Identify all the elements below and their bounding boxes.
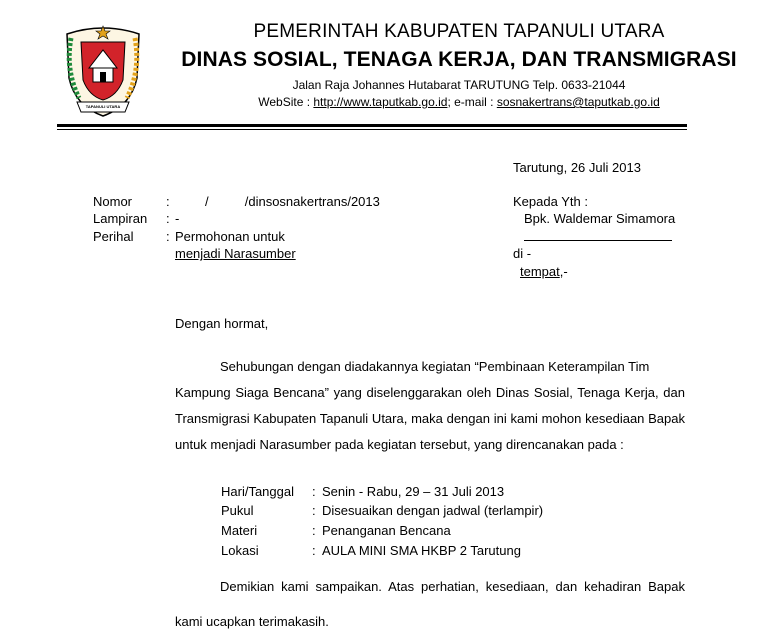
lampiran-label: Lampiran	[93, 211, 148, 226]
paragraph-line: Transmigrasi Kabupaten Tapanuli Utara, maka dengan ini kami mohon kesediaan Bapak	[175, 411, 685, 426]
recipient-place-word: tempat	[520, 264, 560, 279]
paragraph-line: Kampung Siaga Bencana” yang diselenggarakan oleh Dinas Sosial, Tenaga Kerja, dan	[175, 385, 685, 400]
event-label-time: Pukul	[221, 503, 254, 518]
event-colon: :	[312, 523, 316, 538]
perihal-value-line1: Permohonan untuk	[175, 229, 285, 244]
paragraph-line: untuk menjadi Narasumber pada kegiatan tersebut, yang direncanakan pada :	[175, 437, 624, 452]
event-value-topic: Penanganan Bencana	[322, 523, 451, 538]
event-label-location: Lokasi	[221, 543, 259, 558]
header-rule-thin	[57, 129, 687, 130]
recipient-blank-line	[524, 240, 672, 241]
recipient-greeting: Kepada Yth :	[513, 194, 588, 209]
event-colon: :	[312, 484, 316, 499]
event-colon: :	[312, 503, 316, 518]
header-rule-thick	[57, 124, 687, 127]
event-value-date: Senin - Rabu, 29 – 31 Juli 2013	[322, 484, 505, 499]
nomor-colon: :	[166, 194, 170, 209]
recipient-name: Bpk. Waldemar Simamora	[524, 211, 676, 226]
lampiran-value: -	[175, 211, 180, 226]
event-colon: :	[312, 543, 316, 558]
contact-line	[150, 94, 768, 110]
recipient-place-suffix: ,-	[559, 264, 568, 279]
event-value-time: Disesuaikan dengan jadwal (terlampir)	[322, 503, 544, 518]
regency-emblem-logo	[57, 20, 149, 120]
event-label-date: Hari/Tanggal	[221, 484, 294, 499]
department-name: DINAS SOSIAL, TENAGA KERJA, DAN TRANSMIGRASI	[181, 48, 737, 71]
nomor-value: / /dinsosnakertrans/2013	[205, 194, 380, 209]
paragraph-line: Sehubungan dengan diadakannya kegiatan “Pembinaan Keterampilan Tim	[220, 359, 650, 374]
event-label-topic: Materi	[221, 523, 258, 538]
closing-line: kami ucapkan terimakasih.	[175, 614, 329, 629]
government-name: PEMERINTAH KABUPATEN TAPANULI UTARA	[253, 21, 665, 42]
nomor-label: Nomor	[93, 194, 133, 209]
perihal-colon: :	[166, 229, 170, 244]
recipient-place	[520, 263, 568, 280]
email-link[interactable]: sosnakertrans@taputkab.go.id	[496, 95, 660, 109]
perihal-value-line2: menjadi Narasumber	[175, 246, 296, 261]
recipient-di: di -	[513, 246, 532, 261]
closing-line: Demikian kami sampaikan. Atas perhatian, kesediaan, dan kehadiran Bapak	[220, 579, 685, 594]
logo-caption: TAPANULI UTARA	[85, 104, 121, 109]
lampiran-colon: :	[166, 211, 170, 226]
event-value-location: AULA MINI SMA HKBP 2 Tarutung	[322, 543, 521, 558]
office-address: Jalan Raja Johannes Hutabarat TARUTUNG Telp. 0633-21044	[292, 78, 626, 92]
website-link[interactable]: http://www.taputkab.go.id	[313, 95, 448, 109]
email-label: ; e-mail :	[447, 95, 497, 109]
salutation: Dengan hormat,	[175, 316, 269, 331]
letter-date: Tarutung, 26 Juli 2013	[513, 160, 641, 175]
website-label: WebSite :	[258, 95, 314, 109]
perihal-label: Perihal	[93, 229, 134, 244]
